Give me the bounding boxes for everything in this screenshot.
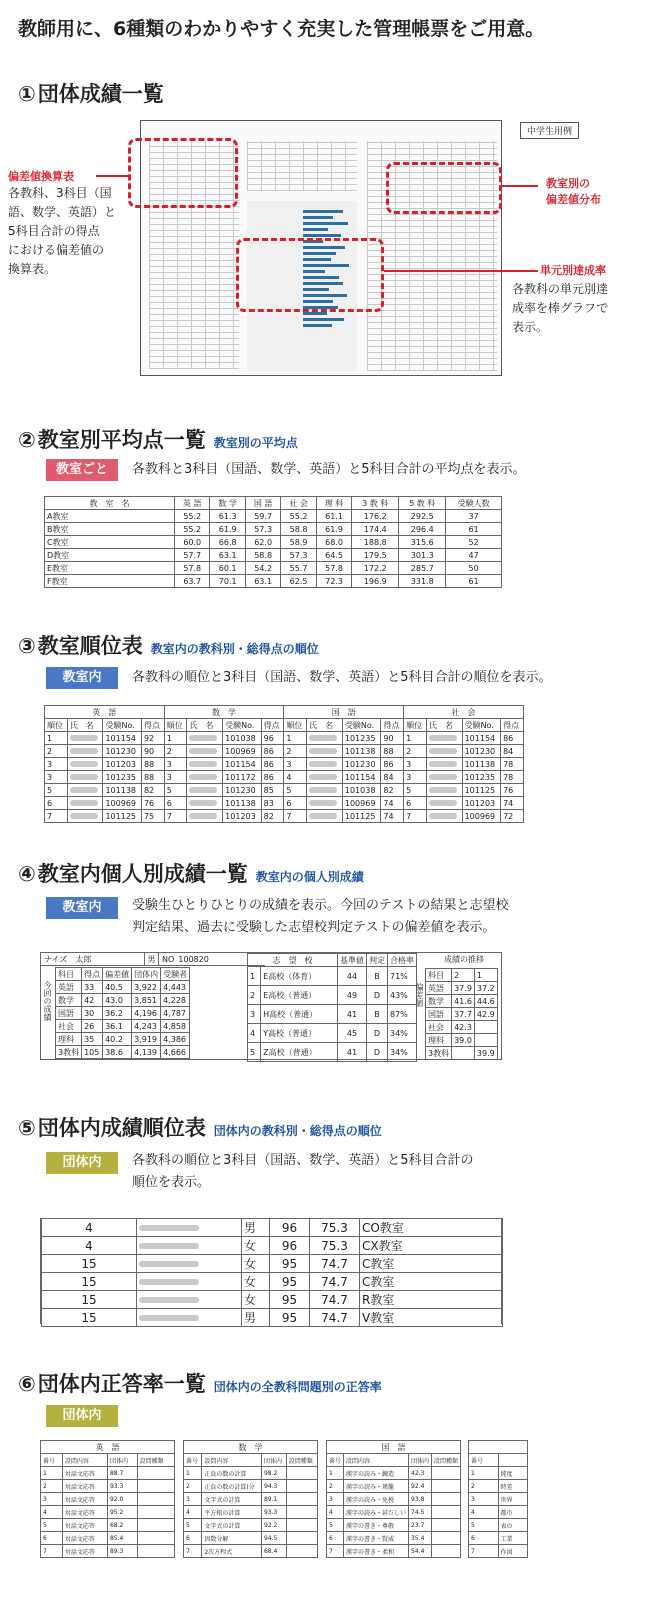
table-row: 英語 33 40.5 3,922 4,443 [56, 981, 190, 994]
scope-badge: 教室内 [46, 667, 118, 689]
table-row: 4 漢字の読み・甚だしい 74.5 [327, 1506, 461, 1519]
table-row: 1 漢字の読み・錬造 42.3 [327, 1467, 461, 1480]
table-row: 英語 37.9 37.2 [426, 982, 498, 995]
table-row: 理科 39.0 [426, 1034, 498, 1047]
table-row: 6 工業 [469, 1532, 528, 1545]
annotation-deviation-table-text: 各教科、3科目（国 語、数学、英語）と 5科目合計の得点 における偏差値の 換算表。 [8, 186, 117, 276]
section-number: ② [18, 428, 36, 452]
table-row: 3 対話文応答 92.0 [41, 1493, 175, 1506]
table-row: 数学 42 43.0 3,851 4,228 [56, 994, 190, 1007]
correct-rate-japanese: 国 語 番号 設問内容 団体内 設問種類 1 漢字の読み・錬造 42.3 2 漢字の読み・瑾籠 92.4 3 漢字の読み・免税 93.8 4 漢字の読み・甚だしい 74.5 5 漢字の書き・尊敬 23.7 6 漢字の書き・賢威 35.4 7 漢字の書き・柔和 54.4 [326, 1440, 461, 1558]
table-row: 3 漢字の読み・免税 93.8 [327, 1493, 461, 1506]
section-title: 団体成績一覧 [37, 82, 164, 106]
table-row: 4 平方根の計算 93.3 [184, 1506, 318, 1519]
section-title: 教室内個人別成績一覧 [37, 862, 248, 886]
section-subtitle: 教室内の教科別・総得点の順位 [150, 642, 319, 656]
table-row: 3 101235 88 3 101172 86 4 101154 84 3 101235 78 [45, 771, 524, 784]
score-trend-table: 科目 2 1 英語 37.9 37.2 数学 41.6 44.6 国語 37.7 42.9 社会 42.3 理科 39.0 3教科 39.9 [425, 968, 498, 1060]
table-row: 2 101230 90 2 100969 86 2 101138 88 2 101230 84 [45, 745, 524, 758]
section-subtitle: 教室内の個人別成績 [255, 870, 364, 884]
table-row: 理科 35 40.2 3,919 4,386 [56, 1033, 190, 1046]
table-row: 7 対話文応答 89.3 [41, 1545, 175, 1558]
student-gender: 男 [145, 953, 159, 965]
correct-rate-partial: 番号 1 純度 2 時差 3 世界 4 都市 5 表の 6 工業 7 作図 [468, 1440, 528, 1558]
student-name: ナイズ 太郎 [41, 953, 145, 965]
section-heading [18, 424, 298, 454]
table-row: 3教科 105 38.6 4,139 4,666 [56, 1046, 190, 1059]
classroom-ranking-table [44, 705, 520, 821]
group-ranking-table [40, 1218, 502, 1324]
section-title: 団体内成績順位表 [37, 1116, 206, 1140]
table-row: 2 E高校（普通） 49 D 43% [248, 986, 417, 1005]
table-row: 4 Y高校（普通） 45 D 34% [248, 1024, 417, 1043]
table-row: 3教科 39.9 [426, 1047, 498, 1060]
table-row: 7 2次方程式 68.4 [184, 1545, 318, 1558]
table-row: 3 文字式の計算 89.1 [184, 1493, 318, 1506]
scope-badge: 教室内 [46, 897, 118, 919]
target-schools-table: 志 望 校 基準値 判定 合格率 1 E高校（体育） 44 B 71% 2 E高校（普通） 49 D 43% 3 H高校（普通） 41 B 87% 4 Y高校（普通） 45 D 34% 5 Z高校（普通） 41 D 34% [247, 953, 417, 1062]
table-row: 6 100969 76 6 101138 83 6 100969 74 6 101203 74 [45, 797, 524, 810]
highlight-deviation-table [128, 138, 238, 208]
trend-side-label: 偏差値 [415, 983, 424, 1007]
table-row: 国語 30 36.2 4,196 4,787 [56, 1007, 190, 1020]
individual-report-sample [40, 952, 502, 1060]
section-heading [18, 1112, 382, 1142]
section-number: ③ [18, 634, 36, 658]
table-row: 4 対話文応答 95.2 [41, 1506, 175, 1519]
table-row: 2 対話文応答 93.3 [41, 1480, 175, 1493]
scope-badge: 教室ごと [46, 459, 118, 481]
trend-title: 成績の推移 [444, 955, 484, 964]
current-results-side-label: 今回の成績 [43, 981, 52, 1021]
table-row: 社会 42.3 [426, 1021, 498, 1034]
table-row: A教室 55.2 61.3 59.7 55.2 61.1 176.2 292.5 37 [45, 510, 502, 523]
section-number: ⑥ [18, 1372, 36, 1396]
sample-label: 中学生用例 [520, 122, 579, 139]
table-row: 3 H高校（普通） 41 B 87% [248, 1005, 417, 1024]
section-heading [18, 630, 319, 660]
table-row: 1 E高校（体育） 44 B 71% [248, 967, 417, 986]
table-row: 4 都市 [469, 1506, 528, 1519]
annotation-deviation-table-title: 偏差値換算表 [8, 170, 74, 183]
section-subtitle: 教室別の平均点 [213, 436, 298, 450]
table-row: B教室 55.2 61.9 57.3 58.8 61.9 174.4 296.4 61 [45, 523, 502, 536]
table-row: 15 女 95 74.7 C教室 [42, 1255, 503, 1273]
annotation-deviation-distribution: 教室別の 偏差値分布 [546, 177, 601, 206]
table-row: 1 対話文応答 88.7 [41, 1467, 175, 1480]
annotation-unit-achievement-text: 各教科の単元別達 成率を棒グラフで 表示。 [512, 282, 609, 334]
table-row: 3 世界 [469, 1493, 528, 1506]
table-row: C教室 60.0 66.8 62.0 58.9 68.0 188.8 315.6 52 [45, 536, 502, 549]
section-description: 受験生ひとりひとりの成績を表示。今回のテストの結果と志望校 判定結果、過去に受験した志望校判定テストの偏差値を表示。 [132, 898, 509, 935]
table-row: 3 101203 88 3 101154 86 3 101230 86 3 101138 78 [45, 758, 524, 771]
table-row: 5 漢字の書き・尊敬 23.7 [327, 1519, 461, 1532]
table-row: 6 対話文応答 85.4 [41, 1532, 175, 1545]
correct-rate-tables [40, 1440, 513, 1556]
table-row: 2 時差 [469, 1480, 528, 1493]
correct-rate-math: 数 学 番号 設問内容 団体内 設問種類 1 正負の数の計算 98.2 2 正負の数の計算(分 94.3 3 文字式の計算 89.1 4 平方根の計算 93.3 5 文字式の計算 92.2 6 因数分解 94.5 7 2次方程式 68.4 [183, 1440, 318, 1558]
section-subtitle: 団体内の全教科問題別の正答率 [213, 1380, 382, 1394]
table-row: 1 純度 [469, 1467, 528, 1480]
section-description: 各教科の順位と3科目（国語、数学、英語）と5科目合計の 順位を表示。 [132, 1153, 474, 1190]
table-row: 5 文字式の計算 92.2 [184, 1519, 318, 1532]
highlight-deviation-distribution [386, 162, 502, 214]
table-row: 2 正負の数の計算(分 94.3 [184, 1480, 318, 1493]
table-row: 7 漢字の書き・柔和 54.4 [327, 1545, 461, 1558]
table-row: F教室 63.7 70.1 63.1 62.5 72.3 196.9 331.8 61 [45, 575, 502, 588]
table-row: 5 101138 82 5 101230 85 5 101038 82 5 101125 76 [45, 784, 524, 797]
table-row: 7 作図 [469, 1545, 528, 1558]
table-row: 1 101154 92 1 101038 96 1 101235 90 1 101154 86 [45, 732, 524, 745]
current-scores-table: 科目 得点 偏差値 団体内 受験者 英語 33 40.5 3,922 4,443 数学 42 43.0 3,851 4,228 国語 30 36.2 4,196 4,787 社会 26 36.1 4,243 4,858 理科 35 40.2 3,919 4,386 3教科 105 38.6 4,139 4,666 [55, 967, 190, 1059]
section-description: 各教科と3科目（国語、数学、英語）と5科目合計の平均点を表示。 [132, 462, 526, 477]
table-row: 1 正負の数の計算 98.2 [184, 1467, 318, 1480]
table-row: 数学 41.6 44.6 [426, 995, 498, 1008]
section-number: ④ [18, 862, 36, 886]
section-heading [18, 1368, 382, 1398]
table-row: 社会 26 36.1 4,243 4,858 [56, 1020, 190, 1033]
table-row: 15 女 95 74.7 C教室 [42, 1273, 503, 1291]
table-row: 5 Z高校（普通） 41 D 34% [248, 1043, 417, 1062]
table-row: 2 漢字の読み・瑾籠 92.4 [327, 1480, 461, 1493]
section-title: 教室順位表 [37, 634, 143, 658]
table-row: 5 対話文応答 68.2 [41, 1519, 175, 1532]
section-title: 団体内正答率一覧 [37, 1372, 206, 1396]
table-row: 4 男 96 75.3 CO教室 [42, 1219, 503, 1237]
table-header-row: 教 室 名 英 語 数 学 国 語 社 会 理 科 3 教 科 5 教 科 受験人数 [45, 497, 502, 510]
table-row: 国語 37.7 42.9 [426, 1008, 498, 1021]
section-heading [18, 858, 364, 888]
annotation-unit-achievement-title: 単元別達成率 [540, 264, 606, 277]
table-row: 6 漢字の書き・賢威 35.4 [327, 1532, 461, 1545]
table-row: 15 女 95 74.7 R教室 [42, 1291, 503, 1309]
table-row: 5 表の [469, 1519, 528, 1532]
table-row: 6 因数分解 94.5 [184, 1532, 318, 1545]
section-number: ⑤ [18, 1116, 36, 1140]
classroom-average-table [44, 496, 502, 588]
table-row: D教室 57.7 63.1 58.8 57.3 64.5 179.5 301.3 47 [45, 549, 502, 562]
subject-header-row: 英 語 数 学 国 語 社 会 [45, 706, 524, 719]
section-description: 各教科の順位と3科目（国語、数学、英語）と5科目合計の順位を表示。 [132, 670, 552, 685]
scope-badge: 団体内 [46, 1405, 118, 1427]
table-row: 4 女 96 75.3 CX教室 [42, 1237, 503, 1255]
student-number: 100820 [178, 955, 209, 964]
section-number: ① [18, 82, 36, 106]
correct-rate-english: 英 語 番号 設問内容 団体内 設問種類 1 対話文応答 88.7 2 対話文応答 93.3 3 対話文応答 92.0 4 対話文応答 95.2 5 対話文応答 68.2 6 対話文応答 85.4 7 対話文応答 89.3 [40, 1440, 175, 1558]
column-header-row: 順位 氏 名 受験No. 得点 順位 氏 名 受験No. 得点 順位 氏 名 受験No. 得点 順位 氏 名 受験No. 得点 [45, 719, 524, 732]
section-title: 教室別平均点一覧 [37, 428, 206, 452]
table-row: 7 101125 75 7 101203 82 7 101125 74 7 100969 72 [45, 810, 524, 823]
table-row: E教室 57.8 60.1 54.2 55.7 57.8 172.2 285.7 50 [45, 562, 502, 575]
page-title: 教師用に、6種類のわかりやすく充実した管理帳票をご用意。 [18, 18, 545, 40]
section-heading [18, 78, 164, 108]
scope-badge: 団体内 [46, 1152, 118, 1174]
highlight-unit-achievement [236, 238, 384, 312]
student-number-label: NO [162, 955, 175, 964]
section-subtitle: 団体内の教科別・総得点の順位 [213, 1124, 382, 1138]
table-row: 15 男 95 74.7 V教室 [42, 1309, 503, 1327]
